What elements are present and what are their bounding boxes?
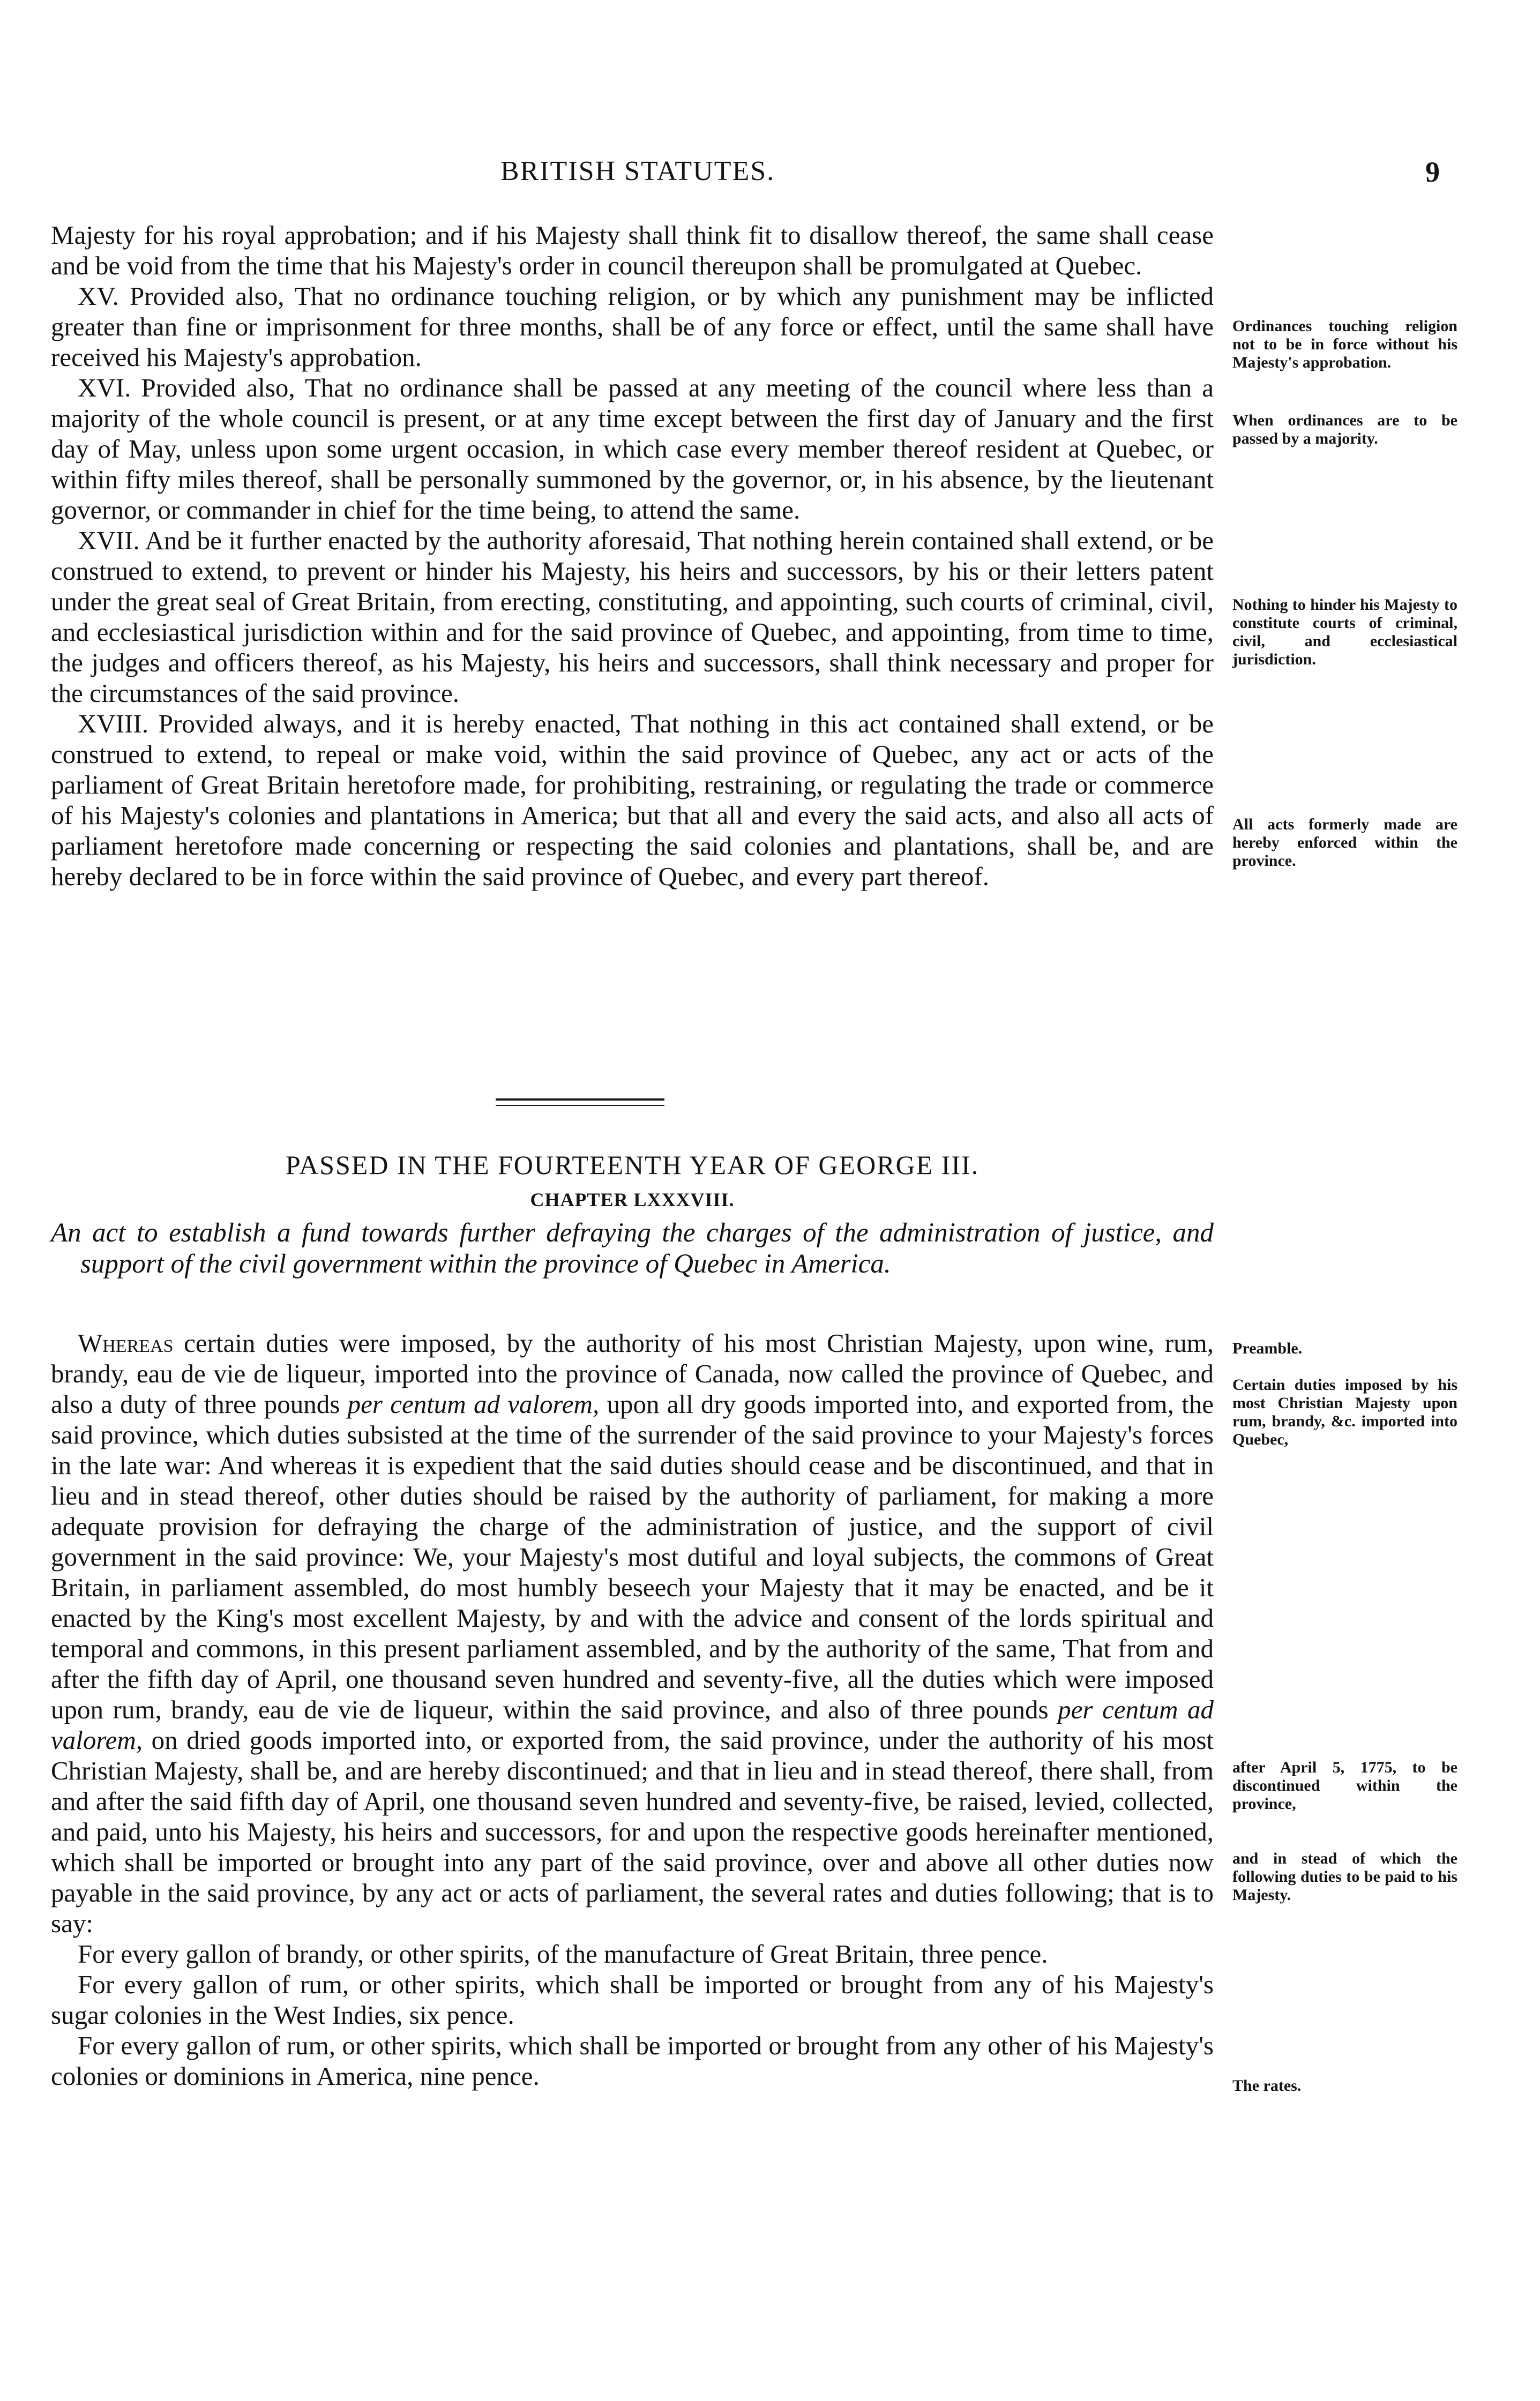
passed-heading: PASSED IN THE FOURTEENTH YEAR OF GEORGE III. bbox=[285, 1150, 980, 1180]
preamble-text-2: upon all dry goods imported into, and exported from, the said province, which duties subsisted at the time of the surrender of the said province to your Majesty's forces in the late war: And whereas it is expedient that the said duties should cease and be discontinued, and that in lieu and in stead thereof, other duties should be raised by the authority of parliament, for making a more adequate provision for defraying the charge of the administration of justice, and the support of civil government in the said province: We, your Majesty's most dutiful and loyal subjects, the commons of Great Britain, in parliament assembled, do most humbly beseech your Majesty that it may be enacted, and be it enacted by the King's most excellent Majesty, by and with the advice and consent of the lords spiritual and temporal and commons, in this present parliament assembled, and by the authority of the same, That from and after the fifth day of April, one thousand seven hundred and seventy-five, all the duties which were imposed upon rum, brandy, eau de vie de liqueur, within the said province, and also of three pounds bbox=[51, 1389, 1214, 1724]
running-title: BRITISH STATUTES. bbox=[500, 156, 775, 186]
margin-note-courts: Nothing to hinder his Majesty to constitute courts of criminal, civil, and ecclesiastical jurisdiction. bbox=[1232, 596, 1457, 668]
section-divider-bottom bbox=[496, 1105, 664, 1106]
running-header bbox=[0, 155, 1540, 198]
continuation-paragraph: Majesty for his royal approbation; and if his Majesty shall think fit to disallow thereof, the same shall cease and be void from the time that his Majesty's order in council thereupon shall be promulgated at Quebec. bbox=[51, 220, 1214, 280]
section-18: XVIII. Provided always, and it is hereby enacted, That nothing in this act contained shall extend, or be construed to extend, to repeal or make void, within the said province of Quebec, any act or acts of the parliament of Great Britain heretofore made, for prohibiting, restraining, or regulating the trade or commerce of his Majesty's colonies and plantations in America; but that all and every the said acts, and also all acts of parliament heretofore made concerning or respecting the said colonies and plantations, shall be, and are hereby declared to be in force within the said province of Quebec, and every part thereof. bbox=[51, 709, 1214, 891]
section-15: XV. Provided also, That no ordinance touching religion, or by which any punishment may be inflicted greater than fine or imprisonment for three months, shall be of any force or effect, until the same shall have received his Majesty's approbation. bbox=[51, 281, 1214, 372]
latin-phrase-1: per centum ad valorem, bbox=[347, 1389, 600, 1419]
preamble-text-1: certain duties were imposed, by the authority of his most Christian Majesty, upon wine, rum, brandy, eau de vie de liqueur, imported into the province of Canada, now called the province of Quebec, and also a duty of three pounds bbox=[51, 1328, 1214, 1419]
margin-note-discontinued: after April 5, 1775, to be discontinued within the province, bbox=[1232, 1759, 1457, 1813]
margin-note-acts-enforced: All acts formerly made are hereby enforced within the province. bbox=[1232, 816, 1457, 870]
act-body bbox=[51, 1328, 1214, 2091]
section-16: XVI. Provided also, That no ordinance shall be passed at any meeting of the council where less than a majority of the whole council is present, or at any time except between the first day of January and the first day of May, unless upon some urgent occasion, in which case every member thereof resident at Quebec, or within fifty miles thereof, shall be personally summoned by the governor, or, in his absence, by the lieutenant governor, or commander in chief for the time being, to attend the same. bbox=[51, 373, 1214, 525]
preamble-paragraph bbox=[51, 1328, 1214, 1939]
act-title: An act to establish a fund towards further defraying the charges of the administration of justice, and support of the civil government within the province of Quebec in America. bbox=[51, 1218, 1214, 1279]
page-number: 9 bbox=[1425, 156, 1440, 188]
margin-note-ordinances-religion: Ordinances touching religion not to be in force without his Majesty's approbation. bbox=[1232, 317, 1457, 371]
margin-note-preamble: Preamble. bbox=[1232, 1340, 1303, 1357]
margin-note-rates: The rates. bbox=[1232, 2077, 1302, 2095]
margin-note-duties-imposed: Certain duties imposed by his most Christian Majesty upon rum, brandy, &c. imported into Quebec, bbox=[1232, 1376, 1457, 1448]
latin-phrase-2: per centum ad valorem, bbox=[51, 1695, 1214, 1755]
section-17: XVII. And be it further enacted by the authority aforesaid, That nothing herein contained shall extend, or be construed to extend, to prevent or hinder his Majesty, his heirs and successors, by his or their letters patent under the great seal of Great Britain, from erecting, constituting, and appointing, such courts of criminal, civil, and ecclesiastical jurisdiction within and for the said province of Quebec, and appointing, from time to time, the judges and officers thereof, as his Majesty, his heirs and successors, shall think necessary and proper for the circumstances of the said province. bbox=[51, 526, 1214, 708]
chapter-heading: CHAPTER LXXXVIII. bbox=[530, 1189, 735, 1210]
margin-note-majority: When ordinances are to be passed by a majority. bbox=[1232, 412, 1457, 447]
rate-rum-america: For every gallon of rum, or other spirits, which shall be imported or brought from any other of his Majesty's colonies or dominions in America, nine pence. bbox=[51, 2031, 1214, 2091]
rate-brandy: For every gallon of brandy, or other spirits, of the manufacture of Great Britain, three pence. bbox=[78, 1939, 1048, 1969]
whereas-word: Whereas bbox=[78, 1328, 174, 1358]
margin-note-new-duties: and in stead of which the following duties to be paid to his Majesty. bbox=[1232, 1850, 1457, 1904]
preamble-text-3: on dried goods imported into, or exported from, the said province, under the authority of his most Christian Majesty, shall be, and are hereby discontinued; and that in lieu and in stead thereof, there shall, from and after the said fifth day of April, one thousand seven hundred and seventy-five, be raised, levied, collected, and paid, unto his Majesty, his heirs and successors, for and upon the respective goods hereinafter mentioned, which shall be imported or brought into any part of the said province, over and above all other duties now payable in the said province, by any act or acts of parliament, the several rates and duties following; that is to say: bbox=[51, 1725, 1214, 1938]
section-divider-top bbox=[496, 1098, 664, 1101]
rate-rum-west-indies: For every gallon of rum, or other spirits, which shall be imported or brought from any of his Majesty's sugar colonies in the West Indies, six pence. bbox=[51, 1970, 1214, 2030]
top-section bbox=[51, 220, 1214, 892]
